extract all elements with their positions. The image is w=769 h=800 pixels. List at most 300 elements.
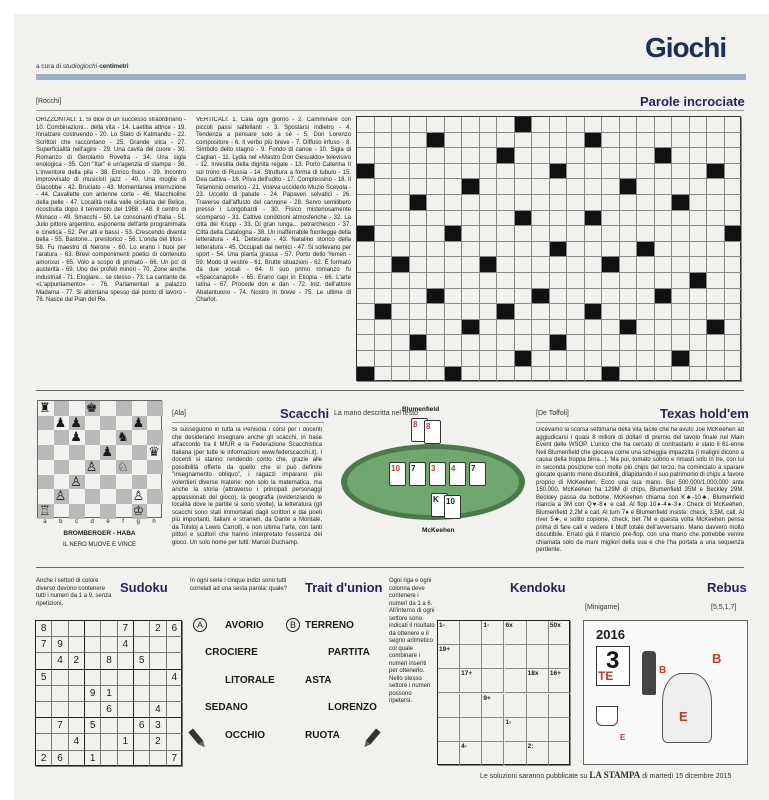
chess-square[interactable] bbox=[38, 445, 54, 460]
crossword-cell[interactable] bbox=[655, 117, 673, 133]
crossword-cell[interactable] bbox=[620, 304, 638, 320]
crossword-cell[interactable] bbox=[497, 320, 515, 336]
kendoku-cell[interactable] bbox=[438, 718, 460, 742]
sudoku-cell[interactable] bbox=[118, 670, 134, 686]
crossword-cell[interactable] bbox=[375, 335, 393, 351]
sudoku-cell[interactable]: 1 bbox=[118, 734, 134, 750]
crossword-cell[interactable] bbox=[427, 367, 445, 383]
crossword-cell[interactable] bbox=[515, 242, 533, 258]
crossword-cell[interactable] bbox=[672, 304, 690, 320]
crossword-cell[interactable] bbox=[375, 257, 393, 273]
crossword-cell[interactable] bbox=[585, 273, 603, 289]
crossword-cell[interactable] bbox=[707, 351, 725, 367]
kendoku-cell[interactable]: 4- bbox=[460, 742, 482, 766]
crossword-cell[interactable] bbox=[357, 211, 375, 227]
crossword-cell[interactable] bbox=[707, 117, 725, 133]
kendoku-cell[interactable] bbox=[527, 621, 549, 645]
crossword-cell[interactable] bbox=[585, 179, 603, 195]
crossword-cell[interactable] bbox=[637, 179, 655, 195]
crossword-cell[interactable] bbox=[567, 117, 585, 133]
crossword-cell[interactable] bbox=[480, 289, 498, 305]
sudoku-cell[interactable] bbox=[85, 702, 101, 718]
sudoku-cell[interactable] bbox=[167, 686, 183, 702]
sudoku-cell[interactable] bbox=[167, 653, 183, 669]
crossword-cell[interactable] bbox=[602, 304, 620, 320]
chess-piece[interactable]: ♙ bbox=[85, 458, 98, 474]
sudoku-cell[interactable] bbox=[69, 621, 85, 637]
crossword-cell[interactable] bbox=[655, 195, 673, 211]
crossword-cell[interactable] bbox=[497, 367, 515, 383]
sudoku-cell[interactable]: 7 bbox=[167, 751, 183, 767]
crossword-cell[interactable] bbox=[707, 133, 725, 149]
kendoku-cell[interactable]: 17+ bbox=[460, 669, 482, 693]
crossword-cell[interactable] bbox=[655, 367, 673, 383]
crossword-cell[interactable] bbox=[497, 242, 515, 258]
kendoku-cell[interactable]: 1- bbox=[505, 718, 527, 742]
sudoku-cell[interactable] bbox=[118, 686, 134, 702]
sudoku-cell[interactable] bbox=[36, 734, 52, 750]
crossword-cell[interactable] bbox=[602, 351, 620, 367]
sudoku-cell[interactable]: 4 bbox=[167, 670, 183, 686]
kendoku-cell[interactable] bbox=[482, 669, 504, 693]
sudoku-cell[interactable] bbox=[118, 718, 134, 734]
crossword-cell[interactable] bbox=[550, 304, 568, 320]
crossword-cell[interactable] bbox=[690, 226, 708, 242]
crossword-cell[interactable] bbox=[602, 289, 620, 305]
crossword-cell[interactable] bbox=[480, 211, 498, 227]
sudoku-cell[interactable] bbox=[101, 718, 117, 734]
crossword-cell[interactable] bbox=[532, 320, 550, 336]
kendoku-cell[interactable] bbox=[438, 742, 460, 766]
sudoku-cell[interactable]: 4 bbox=[150, 702, 166, 718]
crossword-cell[interactable] bbox=[515, 273, 533, 289]
chess-square[interactable] bbox=[54, 475, 70, 490]
crossword-cell[interactable] bbox=[515, 367, 533, 383]
chess-square[interactable] bbox=[85, 504, 101, 519]
crossword-cell[interactable] bbox=[497, 211, 515, 227]
crossword-cell[interactable] bbox=[550, 226, 568, 242]
sudoku-cell[interactable] bbox=[150, 670, 166, 686]
crossword-cell[interactable] bbox=[602, 164, 620, 180]
sudoku-cell[interactable] bbox=[69, 718, 85, 734]
crossword-cell[interactable] bbox=[462, 304, 480, 320]
sudoku-cell[interactable]: 7 bbox=[118, 621, 134, 637]
chess-square[interactable] bbox=[100, 475, 116, 490]
sudoku-cell[interactable] bbox=[52, 686, 68, 702]
kendoku-cell[interactable] bbox=[482, 718, 504, 742]
crossword-cell[interactable] bbox=[445, 289, 463, 305]
crossword-cell[interactable] bbox=[357, 335, 375, 351]
crossword-cell[interactable] bbox=[707, 304, 725, 320]
crossword-cell[interactable] bbox=[550, 351, 568, 367]
crossword-cell[interactable] bbox=[497, 133, 515, 149]
crossword-cell[interactable] bbox=[357, 304, 375, 320]
crossword-cell[interactable] bbox=[410, 304, 428, 320]
chess-square[interactable] bbox=[69, 401, 85, 416]
crossword-cell[interactable] bbox=[532, 164, 550, 180]
crossword-grid[interactable] bbox=[356, 116, 741, 381]
crossword-cell[interactable] bbox=[392, 289, 410, 305]
crossword-cell[interactable] bbox=[725, 320, 743, 336]
crossword-cell[interactable] bbox=[497, 117, 515, 133]
crossword-cell[interactable] bbox=[462, 367, 480, 383]
kendoku-cell[interactable] bbox=[505, 742, 527, 766]
kendoku-cell[interactable] bbox=[460, 718, 482, 742]
crossword-cell[interactable] bbox=[672, 211, 690, 227]
chess-square[interactable] bbox=[116, 504, 132, 519]
crossword-cell[interactable] bbox=[637, 320, 655, 336]
kendoku-cell[interactable] bbox=[460, 621, 482, 645]
crossword-cell[interactable] bbox=[357, 289, 375, 305]
crossword-cell[interactable] bbox=[515, 320, 533, 336]
crossword-cell[interactable] bbox=[602, 148, 620, 164]
crossword-cell[interactable] bbox=[427, 242, 445, 258]
kendoku-cell[interactable] bbox=[527, 645, 549, 669]
crossword-cell[interactable] bbox=[672, 179, 690, 195]
crossword-cell[interactable] bbox=[690, 133, 708, 149]
crossword-cell[interactable] bbox=[427, 320, 445, 336]
crossword-cell[interactable] bbox=[585, 148, 603, 164]
crossword-cell[interactable] bbox=[690, 242, 708, 258]
crossword-cell[interactable] bbox=[637, 195, 655, 211]
crossword-cell[interactable] bbox=[602, 242, 620, 258]
crossword-cell[interactable] bbox=[637, 211, 655, 227]
sudoku-cell[interactable] bbox=[69, 751, 85, 767]
crossword-cell[interactable] bbox=[392, 335, 410, 351]
crossword-cell[interactable] bbox=[480, 195, 498, 211]
sudoku-cell[interactable] bbox=[134, 734, 150, 750]
crossword-cell[interactable] bbox=[427, 304, 445, 320]
crossword-cell[interactable] bbox=[725, 195, 743, 211]
crossword-cell[interactable] bbox=[620, 273, 638, 289]
crossword-cell[interactable] bbox=[462, 242, 480, 258]
crossword-cell[interactable] bbox=[550, 195, 568, 211]
crossword-cell[interactable] bbox=[585, 117, 603, 133]
crossword-cell[interactable] bbox=[532, 179, 550, 195]
crossword-cell[interactable] bbox=[707, 273, 725, 289]
sudoku-cell[interactable] bbox=[36, 702, 52, 718]
crossword-cell[interactable] bbox=[445, 320, 463, 336]
crossword-cell[interactable] bbox=[375, 289, 393, 305]
crossword-cell[interactable] bbox=[462, 148, 480, 164]
chess-piece[interactable]: ♟ bbox=[70, 414, 82, 430]
crossword-cell[interactable] bbox=[637, 133, 655, 149]
sudoku-cell[interactable]: 7 bbox=[36, 637, 52, 653]
crossword-cell[interactable] bbox=[462, 335, 480, 351]
crossword-cell[interactable] bbox=[532, 304, 550, 320]
crossword-cell[interactable] bbox=[725, 351, 743, 367]
crossword-cell[interactable] bbox=[550, 117, 568, 133]
crossword-cell[interactable] bbox=[445, 257, 463, 273]
kendoku-cell[interactable] bbox=[527, 694, 549, 718]
crossword-cell[interactable] bbox=[550, 320, 568, 336]
chess-piece[interactable]: ♜ bbox=[39, 400, 51, 415]
crossword-cell[interactable] bbox=[567, 351, 585, 367]
sudoku-cell[interactable]: 3 bbox=[150, 718, 166, 734]
crossword-cell[interactable] bbox=[410, 242, 428, 258]
crossword-cell[interactable] bbox=[620, 211, 638, 227]
crossword-cell[interactable] bbox=[497, 289, 515, 305]
chess-square[interactable] bbox=[100, 416, 116, 431]
chess-piece[interactable]: ♔ bbox=[132, 502, 145, 518]
crossword-cell[interactable] bbox=[462, 133, 480, 149]
crossword-cell[interactable] bbox=[532, 367, 550, 383]
crossword-cell[interactable] bbox=[620, 195, 638, 211]
crossword-cell[interactable] bbox=[567, 320, 585, 336]
crossword-cell[interactable] bbox=[532, 133, 550, 149]
crossword-cell[interactable] bbox=[410, 289, 428, 305]
sudoku-cell[interactable] bbox=[101, 751, 117, 767]
crossword-cell[interactable] bbox=[620, 164, 638, 180]
crossword-cell[interactable] bbox=[620, 148, 638, 164]
sudoku-cell[interactable]: 4 bbox=[52, 653, 68, 669]
crossword-cell[interactable] bbox=[375, 117, 393, 133]
crossword-cell[interactable] bbox=[427, 164, 445, 180]
crossword-cell[interactable] bbox=[392, 164, 410, 180]
crossword-cell[interactable] bbox=[655, 351, 673, 367]
crossword-cell[interactable] bbox=[445, 179, 463, 195]
sudoku-cell[interactable]: 2 bbox=[150, 621, 166, 637]
crossword-cell[interactable] bbox=[410, 133, 428, 149]
crossword-cell[interactable] bbox=[672, 117, 690, 133]
crossword-cell[interactable] bbox=[690, 195, 708, 211]
kendoku-cell[interactable] bbox=[438, 694, 460, 718]
sudoku-cell[interactable]: 2 bbox=[36, 751, 52, 767]
crossword-cell[interactable] bbox=[620, 335, 638, 351]
crossword-cell[interactable] bbox=[707, 257, 725, 273]
crossword-cell[interactable] bbox=[690, 211, 708, 227]
crossword-cell[interactable] bbox=[602, 133, 620, 149]
crossword-cell[interactable] bbox=[532, 195, 550, 211]
chess-square[interactable] bbox=[100, 401, 116, 416]
sudoku-cell[interactable] bbox=[134, 637, 150, 653]
crossword-cell[interactable] bbox=[725, 117, 743, 133]
crossword-cell[interactable] bbox=[602, 195, 620, 211]
crossword-cell[interactable] bbox=[620, 351, 638, 367]
chess-square[interactable] bbox=[116, 416, 132, 431]
chess-square[interactable] bbox=[100, 489, 116, 504]
chess-piece[interactable]: ♖ bbox=[39, 502, 51, 518]
crossword-cell[interactable] bbox=[707, 195, 725, 211]
crossword-cell[interactable] bbox=[515, 304, 533, 320]
crossword-cell[interactable] bbox=[375, 320, 393, 336]
crossword-cell[interactable] bbox=[690, 289, 708, 305]
crossword-cell[interactable] bbox=[690, 164, 708, 180]
chess-square[interactable] bbox=[38, 489, 54, 504]
crossword-cell[interactable] bbox=[515, 164, 533, 180]
chess-square[interactable] bbox=[85, 416, 101, 431]
crossword-cell[interactable] bbox=[515, 179, 533, 195]
crossword-cell[interactable] bbox=[480, 304, 498, 320]
crossword-cell[interactable] bbox=[480, 367, 498, 383]
crossword-cell[interactable] bbox=[515, 226, 533, 242]
crossword-cell[interactable] bbox=[637, 335, 655, 351]
kendoku-cell[interactable]: 18x bbox=[527, 669, 549, 693]
chess-square[interactable] bbox=[132, 401, 148, 416]
kendoku-cell[interactable] bbox=[549, 718, 571, 742]
crossword-cell[interactable] bbox=[672, 273, 690, 289]
sudoku-cell[interactable] bbox=[52, 621, 68, 637]
sudoku-cell[interactable] bbox=[101, 621, 117, 637]
crossword-cell[interactable] bbox=[602, 179, 620, 195]
chess-square[interactable] bbox=[54, 504, 70, 519]
crossword-cell[interactable] bbox=[392, 195, 410, 211]
crossword-cell[interactable] bbox=[392, 117, 410, 133]
crossword-cell[interactable] bbox=[392, 242, 410, 258]
crossword-cell[interactable] bbox=[445, 242, 463, 258]
crossword-cell[interactable] bbox=[567, 133, 585, 149]
crossword-cell[interactable] bbox=[637, 117, 655, 133]
crossword-cell[interactable] bbox=[445, 351, 463, 367]
crossword-cell[interactable] bbox=[392, 133, 410, 149]
crossword-cell[interactable] bbox=[462, 226, 480, 242]
chess-square[interactable] bbox=[38, 430, 54, 445]
crossword-cell[interactable] bbox=[497, 273, 515, 289]
sudoku-cell[interactable] bbox=[134, 686, 150, 702]
chess-square[interactable] bbox=[147, 489, 163, 504]
crossword-cell[interactable] bbox=[462, 211, 480, 227]
crossword-cell[interactable] bbox=[725, 273, 743, 289]
sudoku-cell[interactable] bbox=[150, 653, 166, 669]
crossword-cell[interactable] bbox=[445, 164, 463, 180]
crossword-cell[interactable] bbox=[480, 117, 498, 133]
crossword-cell[interactable] bbox=[410, 179, 428, 195]
crossword-cell[interactable] bbox=[655, 257, 673, 273]
crossword-cell[interactable] bbox=[357, 133, 375, 149]
crossword-cell[interactable] bbox=[532, 226, 550, 242]
crossword-cell[interactable] bbox=[550, 273, 568, 289]
crossword-cell[interactable] bbox=[427, 273, 445, 289]
sudoku-cell[interactable] bbox=[150, 637, 166, 653]
crossword-cell[interactable] bbox=[655, 242, 673, 258]
chess-square[interactable] bbox=[147, 430, 163, 445]
chess-square[interactable] bbox=[54, 401, 70, 416]
crossword-cell[interactable] bbox=[515, 289, 533, 305]
chess-square[interactable] bbox=[132, 445, 148, 460]
crossword-cell[interactable] bbox=[707, 367, 725, 383]
crossword-cell[interactable] bbox=[375, 164, 393, 180]
crossword-cell[interactable] bbox=[515, 195, 533, 211]
crossword-cell[interactable] bbox=[532, 273, 550, 289]
sudoku-grid[interactable] bbox=[35, 620, 182, 766]
crossword-cell[interactable] bbox=[462, 289, 480, 305]
sudoku-cell[interactable]: 5 bbox=[36, 670, 52, 686]
crossword-cell[interactable] bbox=[637, 351, 655, 367]
crossword-cell[interactable] bbox=[655, 226, 673, 242]
sudoku-cell[interactable] bbox=[167, 734, 183, 750]
sudoku-cell[interactable] bbox=[69, 686, 85, 702]
crossword-cell[interactable] bbox=[445, 195, 463, 211]
crossword-cell[interactable] bbox=[410, 351, 428, 367]
crossword-cell[interactable] bbox=[357, 351, 375, 367]
crossword-cell[interactable] bbox=[427, 195, 445, 211]
sudoku-cell[interactable] bbox=[36, 653, 52, 669]
crossword-cell[interactable] bbox=[567, 304, 585, 320]
crossword-cell[interactable] bbox=[427, 211, 445, 227]
crossword-cell[interactable] bbox=[637, 273, 655, 289]
sudoku-cell[interactable]: 1 bbox=[101, 686, 117, 702]
chess-square[interactable] bbox=[69, 460, 85, 475]
crossword-cell[interactable] bbox=[567, 211, 585, 227]
chess-square[interactable] bbox=[116, 475, 132, 490]
sudoku-cell[interactable]: 6 bbox=[52, 751, 68, 767]
crossword-cell[interactable] bbox=[445, 335, 463, 351]
crossword-cell[interactable] bbox=[480, 242, 498, 258]
sudoku-cell[interactable]: 7 bbox=[52, 718, 68, 734]
crossword-cell[interactable] bbox=[672, 320, 690, 336]
crossword-cell[interactable] bbox=[725, 367, 743, 383]
crossword-cell[interactable] bbox=[515, 335, 533, 351]
crossword-cell[interactable] bbox=[497, 351, 515, 367]
crossword-cell[interactable] bbox=[392, 226, 410, 242]
crossword-cell[interactable] bbox=[690, 335, 708, 351]
crossword-cell[interactable] bbox=[410, 367, 428, 383]
chess-square[interactable] bbox=[116, 401, 132, 416]
crossword-cell[interactable] bbox=[602, 211, 620, 227]
crossword-cell[interactable] bbox=[410, 164, 428, 180]
chess-piece[interactable]: ♛ bbox=[148, 444, 160, 460]
crossword-cell[interactable] bbox=[462, 351, 480, 367]
crossword-cell[interactable] bbox=[620, 289, 638, 305]
chess-piece[interactable]: ♟ bbox=[101, 444, 114, 460]
crossword-cell[interactable] bbox=[480, 164, 498, 180]
crossword-cell[interactable] bbox=[672, 148, 690, 164]
crossword-cell[interactable] bbox=[567, 335, 585, 351]
crossword-cell[interactable] bbox=[375, 242, 393, 258]
sudoku-cell[interactable]: 9 bbox=[52, 637, 68, 653]
sudoku-cell[interactable]: 2 bbox=[150, 734, 166, 750]
chess-square[interactable] bbox=[54, 430, 70, 445]
crossword-cell[interactable] bbox=[532, 335, 550, 351]
crossword-cell[interactable] bbox=[445, 273, 463, 289]
crossword-cell[interactable] bbox=[690, 257, 708, 273]
crossword-cell[interactable] bbox=[497, 226, 515, 242]
crossword-cell[interactable] bbox=[357, 257, 375, 273]
sudoku-cell[interactable]: 6 bbox=[134, 718, 150, 734]
kendoku-cell[interactable] bbox=[505, 645, 527, 669]
crossword-cell[interactable] bbox=[725, 211, 743, 227]
crossword-cell[interactable] bbox=[725, 148, 743, 164]
crossword-cell[interactable] bbox=[497, 335, 515, 351]
sudoku-cell[interactable] bbox=[36, 686, 52, 702]
crossword-cell[interactable] bbox=[672, 164, 690, 180]
sudoku-cell[interactable] bbox=[36, 718, 52, 734]
crossword-cell[interactable] bbox=[707, 289, 725, 305]
crossword-cell[interactable] bbox=[550, 367, 568, 383]
crossword-cell[interactable] bbox=[725, 133, 743, 149]
crossword-cell[interactable] bbox=[462, 117, 480, 133]
crossword-cell[interactable] bbox=[620, 133, 638, 149]
crossword-cell[interactable] bbox=[375, 273, 393, 289]
crossword-cell[interactable] bbox=[427, 257, 445, 273]
sudoku-cell[interactable] bbox=[134, 751, 150, 767]
crossword-cell[interactable] bbox=[585, 257, 603, 273]
crossword-cell[interactable] bbox=[637, 304, 655, 320]
chess-piece[interactable]: ♘ bbox=[117, 458, 129, 474]
crossword-cell[interactable] bbox=[515, 133, 533, 149]
chess-square[interactable] bbox=[147, 504, 163, 519]
crossword-cell[interactable] bbox=[567, 226, 585, 242]
crossword-cell[interactable] bbox=[480, 179, 498, 195]
crossword-cell[interactable] bbox=[445, 304, 463, 320]
crossword-cell[interactable] bbox=[620, 367, 638, 383]
crossword-cell[interactable] bbox=[602, 320, 620, 336]
crossword-cell[interactable] bbox=[357, 273, 375, 289]
crossword-cell[interactable] bbox=[480, 351, 498, 367]
crossword-cell[interactable] bbox=[585, 226, 603, 242]
crossword-cell[interactable] bbox=[672, 133, 690, 149]
crossword-cell[interactable] bbox=[567, 242, 585, 258]
